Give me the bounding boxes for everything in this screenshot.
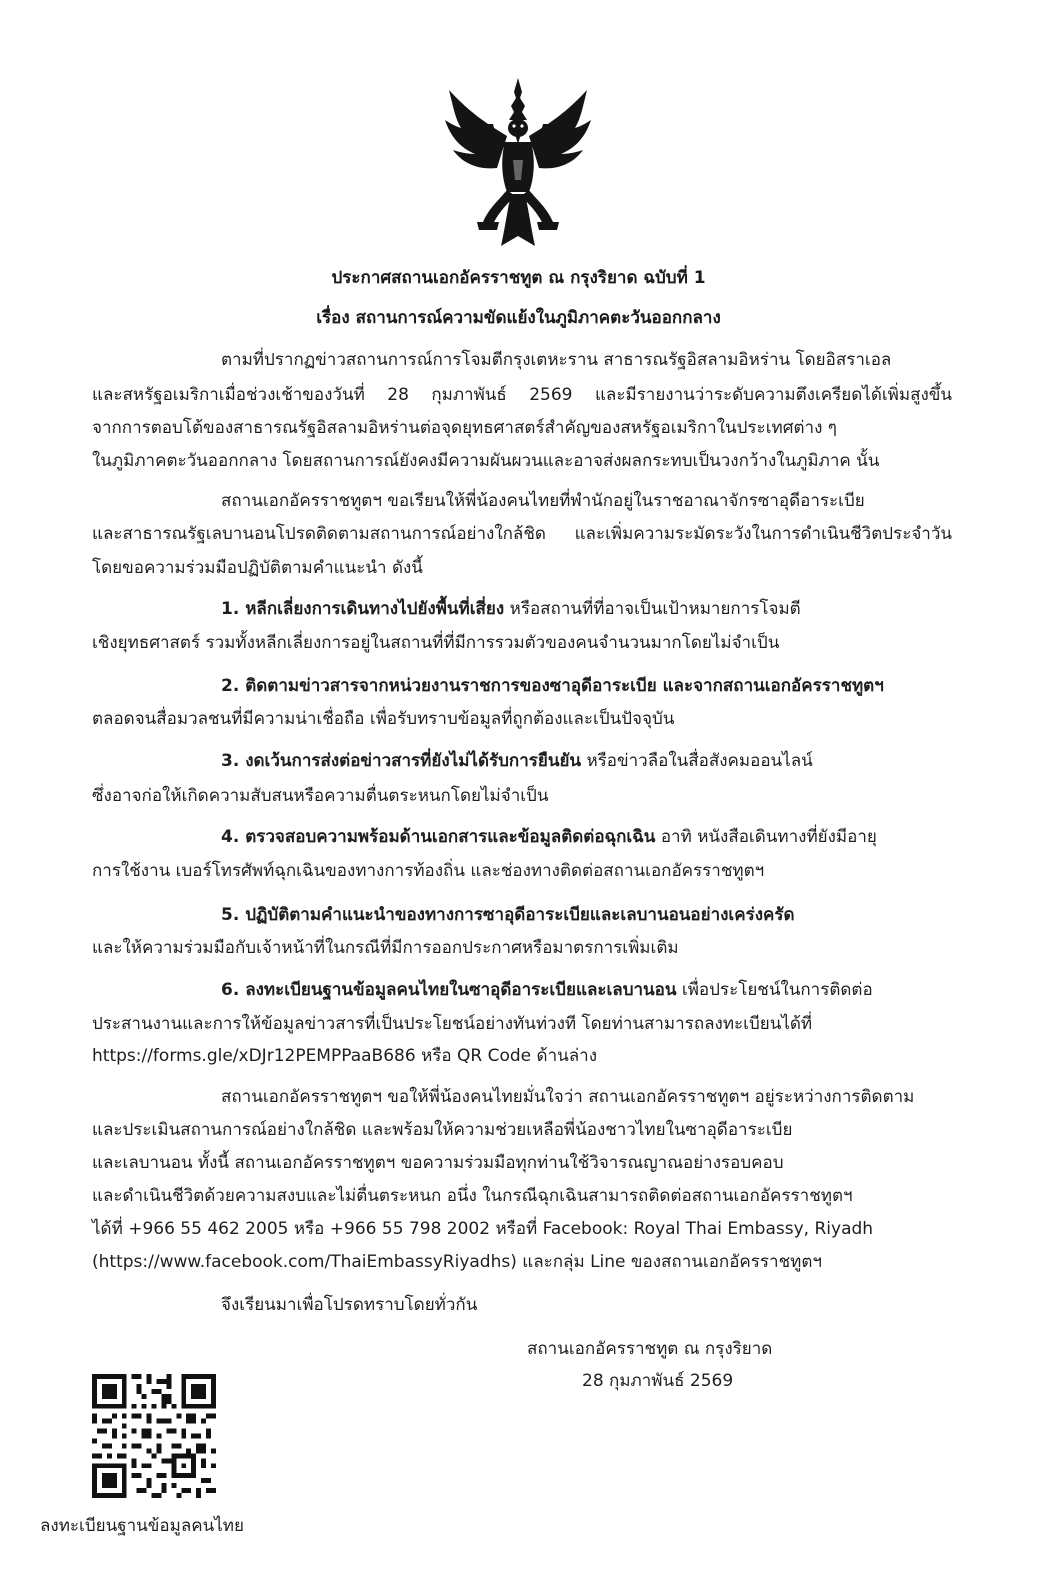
item-5-cont: และให้ความร่วมมือกับเจ้าหน้าที่ในกรณีที่มีการออกประกาศหรือมาตรการเพิ่มเติม	[92, 938, 679, 958]
closing-line-2: และประเมินสถานการณ์อย่างใกล้ชิด และพร้อมให้ความช่วยเหลือพี่น้องชาวไทยในซาอุดีอาระเบีย	[92, 1120, 793, 1140]
intro-line-1: ตามที่ปรากฏข่าวสถานการณ์การโจมตีกรุงเตหะราน สาธารณรัฐอิสลามอิหร่าน โดยอิสราเอล	[221, 350, 892, 370]
item-3	[221, 749, 813, 773]
closing-line-4: และดำเนินชีวิตด้วยความสงบและไม่ตื่นตระหนก อนึ่ง ในกรณีฉุกเฉินสามารถติดต่อสถานเอกอัครราชทูตฯ	[92, 1186, 853, 1206]
request-line-3: โดยขอความร่วมมือปฏิบัติตามคำแนะนำ ดังนี้	[92, 558, 423, 578]
item-2	[221, 674, 884, 698]
item-4-heading: 4. ตรวจสอบความพร้อมด้านเอกสารและข้อมูลติดต่อฉุกเฉิน	[221, 827, 656, 847]
item-6	[221, 978, 873, 1002]
item-3-cont: ซึ่งอาจก่อให้เกิดความสับสนหรือความตื่นตระหนกโดยไม่จำเป็น	[92, 786, 549, 806]
closing-salutation: จึงเรียนมาเพื่อโปรดทราบโดยทั่วกัน	[221, 1295, 478, 1315]
request-line-2: และสาธารณรัฐเลบานอนโปรดติดตามสถานการณ์อย่างใกล้ชิด และเพิ่มความระมัดระวังในการดำเนินชีวิตประจำวัน	[92, 524, 952, 544]
item-4	[221, 825, 877, 849]
item-1-text: หรือสถานที่ที่อาจเป็นเป้าหมายการโจมตี	[504, 599, 801, 619]
closing-line-3: และเลบานอน ทั้งนี้ สถานเอกอัครราชทูตฯ ขอความร่วมมือทุกท่านใช้วิจารณญาณอย่างรอบคอบ	[92, 1153, 784, 1173]
item-4-text: อาทิ หนังสือเดินทางที่ยังมีอายุ	[655, 827, 877, 847]
item-6-cont-1: ประสานงานและการให้ข้อมูลข่าวสารที่เป็นประโยชน์อย่างทันท่วงที โดยท่านสามารถลงทะเบียนได้ที่	[92, 1014, 813, 1034]
qr-code[interactable]	[92, 1374, 216, 1498]
item-3-text: หรือข่าวลือในสื่อสังคมออนไลน์	[581, 751, 813, 771]
contact-phones: ได้ที่ +966 55 462 2005 หรือ +966 55 798 2002 หรือที่ Facebook: Royal Thai Embassy, Riyadh	[92, 1219, 874, 1239]
item-2-cont: ตลอดจนสื่อมวลชนที่มีความน่าเชื่อถือ เพื่อรับทราบข้อมูลที่ถูกต้องและเป็นปัจจุบัน	[92, 709, 675, 729]
item-1	[221, 597, 801, 621]
announcement-title: ประกาศสถานเอกอัครราชทูต ณ กรุงริยาด ฉบับที่ 1	[331, 268, 706, 288]
item-5-heading: 5. ปฏิบัติตามคำแนะนำของทางการซาอุดีอาระเบียและเลบานอนอย่างเคร่งครัด	[221, 905, 795, 925]
item-1-cont: เชิงยุทธศาสตร์ รวมทั้งหลีกเลี่ยงการอยู่ในสถานที่ที่มีการรวมตัวของคนจำนวนมากโดยไม่จำเป็น	[92, 633, 780, 653]
item-6-text: เพื่อประโยชน์ในการติดต่อ	[676, 980, 873, 1000]
item-2-heading: 2. ติดตามข่าวสารจากหน่วยงานราชการของซาอุดีอาระเบีย และจากสถานเอกอัครราชทูตฯ	[221, 676, 884, 696]
issuer-name: สถานเอกอัครราชทูต ณ กรุงริยาด	[527, 1339, 773, 1359]
garuda-emblem-icon	[443, 76, 593, 251]
item-6-heading: 6. ลงทะเบียนฐานข้อมูลคนไทยในซาอุดีอาระเบียและเลบานอน	[221, 980, 677, 1000]
item-4-cont: การใช้งาน เบอร์โทรศัพท์ฉุกเฉินของทางการท้องถิ่น และช่องทางติดต่อสถานเอกอัครราชทูตฯ	[92, 861, 765, 881]
closing-line-1: สถานเอกอัครราชทูตฯ ขอให้พี่น้องคนไทยมั่นใจว่า สถานเอกอัครราชทูตฯ อยู่ระหว่างการติดตาม	[221, 1087, 915, 1107]
request-line-1: สถานเอกอัครราชทูตฯ ขอเรียนให้พี่น้องคนไทยที่พำนักอยู่ในราชอาณาจักรซาอุดีอาระเบีย	[221, 491, 865, 511]
intro-line-3: จากการตอบโต้ของสาธารณรัฐอิสลามอิหร่านต่อจุดยุทธศาสตร์สำคัญของสหรัฐอเมริกาในประเทศต่าง ๆ	[92, 418, 837, 438]
qr-caption: ลงทะเบียนฐานข้อมูลคนไทย	[40, 1516, 244, 1536]
item-1-heading: 1. หลีกเลี่ยงการเดินทางไปยังพื้นที่เสี่ยง	[221, 599, 505, 619]
announcement-subject: เรื่อง สถานการณ์ความขัดแย้งในภูมิภาคตะวันออกกลาง	[316, 308, 721, 328]
intro-line-2: และสหรัฐอเมริกาเมื่อช่วงเช้าของวันที่ 28 กุมภาพันธ์ 2569 และมีรายงานว่าระดับความตึงเครียดได้เพิ่มสูงขึ้น	[92, 385, 952, 405]
intro-line-4: ในภูมิภาคตะวันออกกลาง โดยสถานการณ์ยังคงมีความผันผวนและอาจส่งผลกระทบเป็นวงกว้างในภูมิภาค นั้น	[92, 451, 880, 471]
facebook-link[interactable]: (https://www.facebook.com/ThaiEmbassyRiyadhs) และกลุ่ม Line ของสถานเอกอัครราชทูตฯ	[92, 1252, 822, 1272]
registration-link[interactable]: https://forms.gle/xDJr12PEMPPaaB686 หรือ QR Code ด้านล่าง	[92, 1046, 598, 1066]
item-5	[221, 903, 795, 927]
item-3-heading: 3. งดเว้นการส่งต่อข่าวสารที่ยังไม่ได้รับการยืนยัน	[221, 751, 582, 771]
issue-date: 28 กุมภาพันธ์ 2569	[582, 1371, 734, 1391]
